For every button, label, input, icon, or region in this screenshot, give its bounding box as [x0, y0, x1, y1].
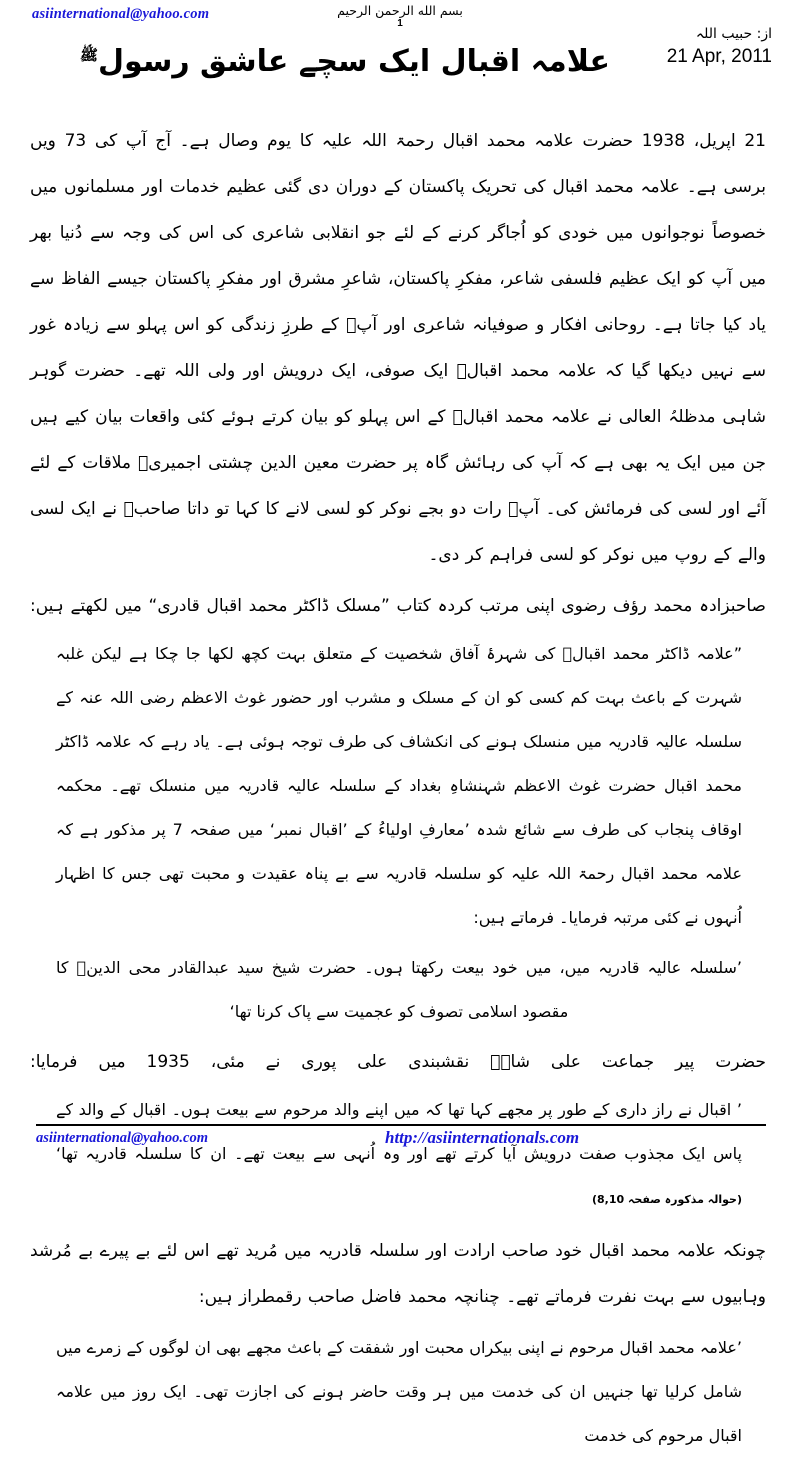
- article-paragraph: 21 اپریل، 1938 حضرت علامہ محمد اقبال رحمۃ اللہ علیہ کا یوم وصال ہے۔ آج آپ کی 73 ویں برسی ہے۔ علامہ محمد اقبال کی تحریک پاکستان کے دوران دی گئی عظیم خدمات اور مسلمانوں میں خصوصاً نوجوانوں میں خودی کو اُجاگر کرنے کے لئے جو انقلابی شاعری کی اس کی وجہ سے دُنیا بھر میں آپ کو ایک عظیم فلسفی شاعر، مفکرِ پاکستان، شاعرِ مشرق اور مفکرِ پاکستان جیسے الفاظ سے یاد کیا جاتا ہے۔ روحانی افکار و صوفیانہ شاعری اور آپؒ کے طرزِ زندگی کو اس پہلو سے زیادہ غور سے نہیں دیکھا گیا کہ علامہ محمد اقبالؒ ایک صوفی، ایک درویش اور ولی اللہ تھے۔ حضرت گوہر شاہی مدظلہُ العالی نے علامہ محمد اقبالؒ کے اس پہلو کو بیان کرتے ہوئے کئی واقعات بیان کیے ہیں جن میں ایک یہ بھی ہے کہ آپ کی رہائش گاہ پر حضرت معین الدین چشتی اجمیریؒ ملاقات کے لئے آئے اور لسی کی فرمائش کی۔ آپؒ رات دو بجے نوکر کو لسی لانے کا کہا تو داتا صاحبؒ نے ایک لسی والے کے روپ میں نوکر کو لسی فراہم کر دی۔: [30, 131, 766, 565]
- quote-source-reference: (حوالہ مذکورہ صفحہ 8,10): [591, 1193, 742, 1206]
- citation-intro-paragraph: صاحبزادہ محمد رؤف رضوی اپنی مرتب کردہ کتاب ”مسلک ڈاکٹر محمد اقبال قادری“ میں لکھتے ہیں:: [30, 596, 766, 616]
- page-footer: [0, 1124, 800, 1164]
- block-quote-text: ’ اقبال نے راز داری کے طور پر مجھے کہا تھا کہ میں اپنے والد مرحوم سے بیعت ہوں۔ اقبال کے والد کے پاس ایک مجذوب صفت درویش آیا کرتے تھے اور وہ اُنہی سے بیعت تھے۔ ان کا سلسلہ قادریہ تھا‘: [56, 1100, 742, 1163]
- citation-intro-paragraph: حضرت پیر جماعت علی شاہؒ نقشبندی علی پوری نے مئی، 1935 میں فرمایا:: [30, 1052, 767, 1072]
- salawat-honorific-icon: ﷺ: [79, 46, 98, 64]
- footer-website-link[interactable]: http://asiinternationals.com: [385, 1128, 580, 1147]
- author-label: از: حبیب اللہ: [695, 26, 772, 42]
- page-title: [79, 42, 610, 83]
- publish-date: 21 Apr, 2011: [666, 45, 772, 67]
- block-quote: ’سلسلہ عالیہ قادریہ میں، میں خود بیعت رکھتا ہوں۔ حضرت شیخ سید عبدالقادر محی الدینؒ کا مقصود اسلامی تصوف کو عجمیت سے پاک کرنا تھا‘: [56, 958, 742, 1021]
- page-title-text: علامہ اقبال ایک سچے عاشق رسول: [98, 44, 610, 79]
- footer-divider: [36, 1124, 766, 1126]
- header-email-link[interactable]: asiinternational@yahoo.com: [32, 6, 210, 22]
- footer-email-link[interactable]: asiinternational@yahoo.com: [36, 1130, 208, 1146]
- article-body: [0, 118, 800, 1464]
- bismillah-text: بسم الله الرحمن الرحيم: [337, 3, 463, 18]
- block-quote: ”علامہ ڈاکٹر محمد اقبالؒ کی شہرۂ آفاق شخصیت کے متعلق بہت کچھ لکھا جا چکا ہے لیکن غلبہ شہرت کے باعث بہت کم کسی کو ان کے مسلک و مشرب اور حضور غوث الاعظم رضی اللہ عنہ کے سلسلہ عالیہ قادریہ میں منسلک ہونے کی انکشاف کی طرف توجہ ہوئی ہے۔ یاد رہے کہ علامہ ڈاکٹر محمد اقبال حضرت غوث الاعظم شہنشاہِ بغداد کے سلسلہ عالیہ قادریہ میں منسلک تھے۔ محکمہ اوقاف پنجاب کی طرف سے شائع شدہ ’معارفِ اولیاءُ کے ’اقبال نمبر‘ میں صفحہ 7 پر مذکور ہے کہ علامہ محمد اقبال رحمۃ اللہ علیہ کو سلسلہ قادریہ سے بے پناہ عقیدت و محبت تھی جس کا اظہار اُنہوں نے کئی مرتبہ فرمایا۔ فرماتے ہیں:: [56, 644, 742, 927]
- article-paragraph: چونکہ علامہ محمد اقبال خود صاحب ارادت اور سلسلہ قادریہ میں مُرید تھے اس لئے بے پیرے بے مُرشد وہابیوں سے بہت نفرت فرماتے تھے۔ چنانچہ محمد فاضل صاحب رقمطراز ہیں:: [30, 1241, 766, 1307]
- page-number: 1: [397, 18, 403, 29]
- block-quote: ’علامہ محمد اقبال مرحوم نے اپنی بیکراں محبت اور شفقت کے باعث مجھے بھی ان لوگوں کے زمرے میں شامل کرلیا تھا جنہیں ان کی خدمت میں ہر وقت حاضر ہونے کی اجازت تھی۔ ایک روز میں علامہ اقبال مرحوم کی خدمت: [56, 1338, 742, 1445]
